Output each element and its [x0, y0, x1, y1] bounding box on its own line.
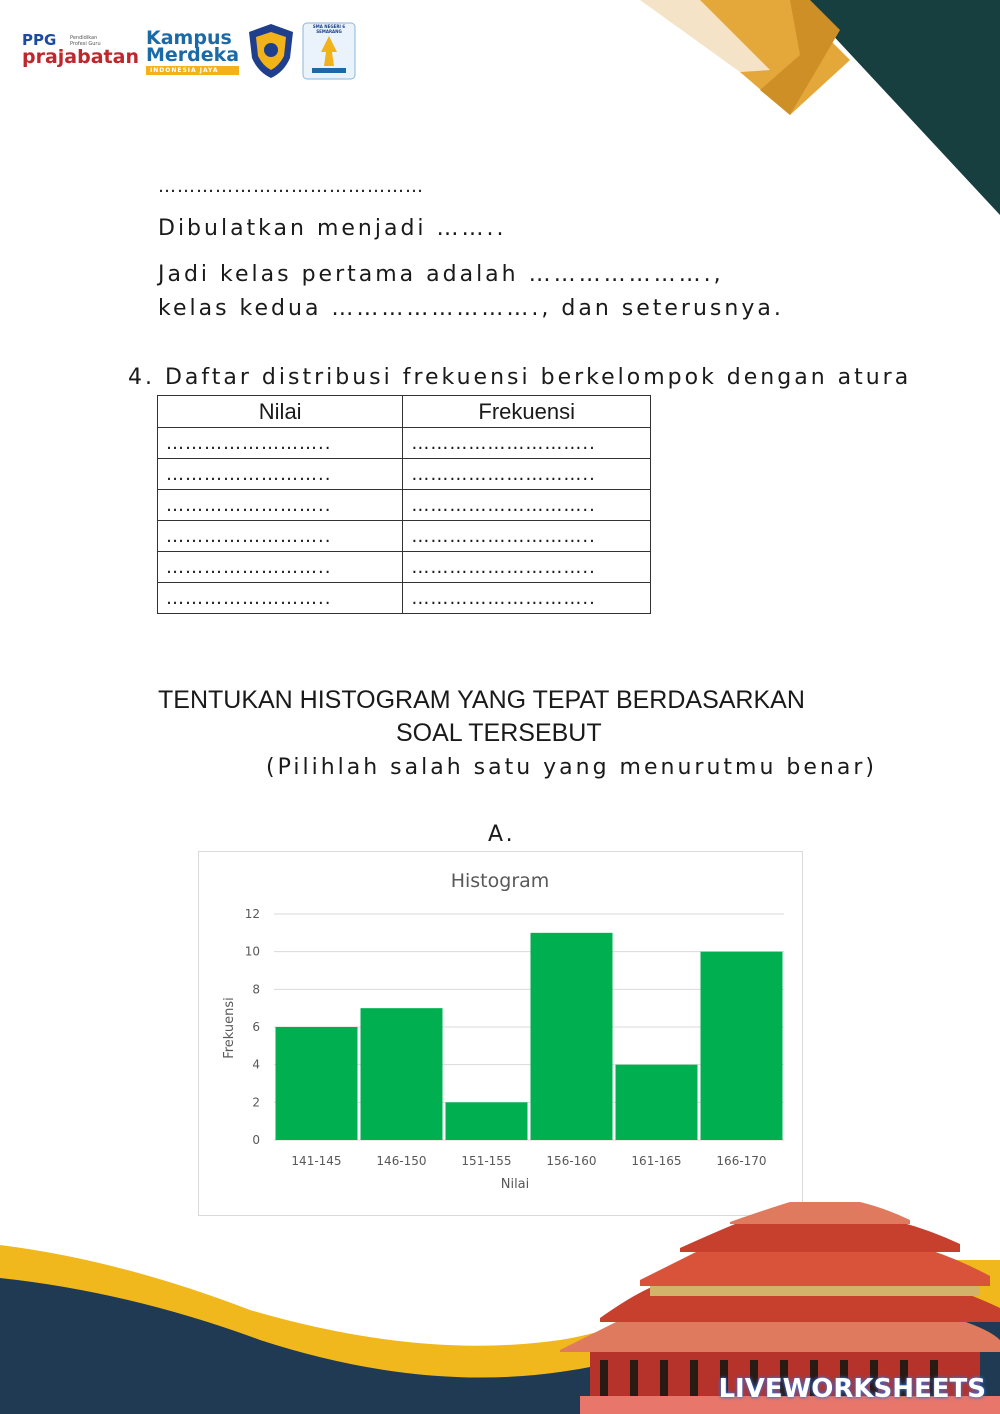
histogram-bar [276, 1027, 358, 1140]
cell-frekuensi[interactable]: ……………………….. [403, 521, 651, 552]
kampus-logo-line2: Merdeka [146, 44, 240, 66]
header-nilai: Nilai [158, 396, 403, 428]
instruction-line-1: TENTUKAN HISTOGRAM YANG TEPAT BERDASARKAN [158, 686, 805, 714]
table-row [158, 459, 651, 490]
y-tick-label: 4 [252, 1057, 260, 1072]
x-tick-label: 156-160 [546, 1154, 597, 1168]
chart-title: Histogram [450, 870, 550, 892]
cell-nilai[interactable]: …………………….. [158, 490, 403, 521]
cell-nilai[interactable]: …………………….. [158, 459, 403, 490]
class-line-1: Jadi kelas pertama adalah …………………., [158, 262, 724, 287]
cell-nilai[interactable]: …………………….. [158, 583, 403, 614]
ministry-emblem-icon [246, 22, 296, 80]
cell-nilai[interactable]: …………………….. [158, 521, 403, 552]
ppg-logo [22, 32, 139, 66]
kampus-logo-line1: Kampus [146, 27, 232, 49]
y-tick-label: 0 [252, 1133, 260, 1147]
ppg-logo-subtitle: Pendidikan Profesi Guru [70, 35, 101, 47]
table-header-row [158, 396, 651, 428]
histogram-svg [199, 852, 802, 1215]
ppg-logo-bottom: prajabatan [22, 46, 139, 68]
x-tick-label: 151-155 [461, 1154, 512, 1168]
histogram-bar [446, 1102, 528, 1140]
x-tick-label: 161-165 [631, 1154, 682, 1168]
x-tick-label: 146-150 [376, 1154, 427, 1168]
cell-frekuensi[interactable]: ……………………….. [403, 583, 651, 614]
cell-frekuensi[interactable]: ……………………….. [403, 490, 651, 521]
kampus-logo-tag: INDONESIA JAYA [146, 66, 239, 75]
histogram-bar [531, 933, 613, 1140]
ppg-logo-top: PPG [22, 31, 57, 49]
instruction-line-2: SOAL TERSEBUT [396, 719, 602, 747]
histogram-chart[interactable] [198, 851, 803, 1216]
instruction-line-3: (Pilihlah salah satu yang menurutmu benar) [266, 755, 877, 780]
frequency-table [157, 395, 651, 614]
y-axis-label: Frekuensi [222, 997, 237, 1059]
rounded-text: Dibulatkan menjadi …….. [158, 216, 507, 241]
y-tick-label: 12 [244, 907, 260, 921]
kampus-merdeka-logo [146, 27, 240, 75]
dots-line: …………………………………… [158, 176, 424, 197]
table-row [158, 490, 651, 521]
cell-nilai[interactable]: …………………….. [158, 428, 403, 459]
class-line-2: kelas kedua ……………………., dan seterusnya. [158, 296, 784, 321]
table-row [158, 583, 651, 614]
table-row [158, 552, 651, 583]
cell-frekuensi[interactable]: ……………………….. [403, 459, 651, 490]
y-tick-label: 2 [252, 1095, 260, 1110]
header-frekuensi: Frekuensi [403, 396, 651, 428]
cell-nilai[interactable]: …………………….. [158, 552, 403, 583]
school-emblem-label: SMA NEGERI 6 SEMARANG [312, 24, 346, 34]
liveworksheets-watermark: LIVEWORKSHEETS [718, 1374, 986, 1404]
x-axis-label: Nilai [500, 1177, 530, 1192]
y-tick-label: 8 [252, 982, 260, 997]
x-tick-label: 141-145 [291, 1154, 342, 1168]
table-row [158, 521, 651, 552]
question-4: 4. Daftar distribusi frekuensi berkelompok dengan atura [128, 365, 912, 390]
cell-frekuensi[interactable]: ……………………….. [403, 552, 651, 583]
histogram-bar [361, 1008, 443, 1140]
y-tick-label: 10 [244, 944, 260, 959]
option-a-label[interactable]: A. [488, 822, 516, 847]
cell-frekuensi[interactable]: ……………………….. [403, 428, 651, 459]
histogram-bar [616, 1065, 698, 1140]
y-tick-label: 6 [252, 1020, 260, 1034]
table-row [158, 428, 651, 459]
x-tick-label: 166-170 [716, 1154, 767, 1168]
histogram-bar [701, 952, 783, 1140]
